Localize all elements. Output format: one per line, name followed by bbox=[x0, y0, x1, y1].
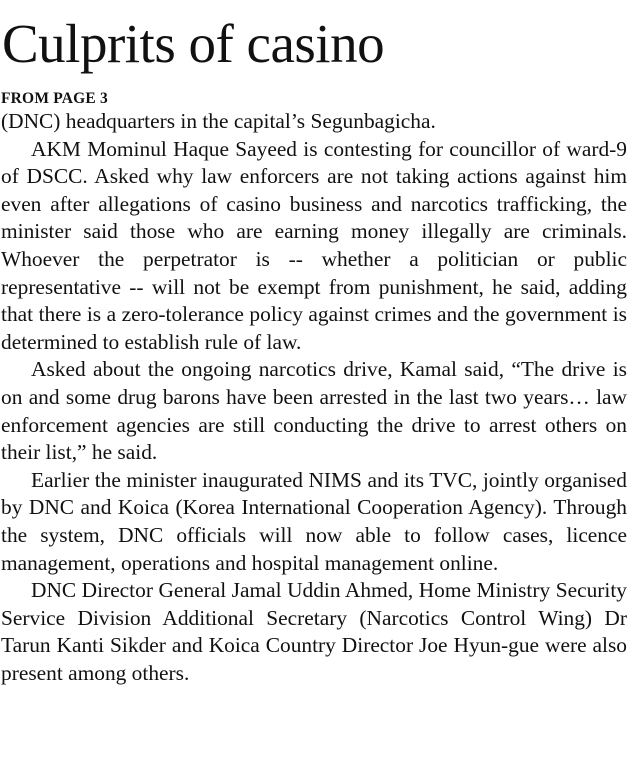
body-paragraph: Earlier the minister inaugurated NIMS and its TVC, jointly organised by DNC and Koica (Korea International Cooperation Agency). Through the system, DNC officials will now able to follow cases, licence management, operations and hospital management online. bbox=[1, 467, 627, 575]
jump-line: FROM PAGE 3 bbox=[1, 90, 108, 107]
body-paragraph: AKM Mominul Haque Sayeed is contesting for councillor of ward-9 of DSCC. Asked why law enforcers are not taking actions against him even after allegations of casino business and narcotics trafficking, the minister said those who are earning money illegally are criminals. Whoever the perpetrator is -- whether a politician or public representative -- will not be exempt from punishment, he said, adding that there is a zero-tolerance policy against crimes and the government is determined to establish rule of law. bbox=[1, 136, 627, 354]
body-paragraph: DNC Director General Jamal Uddin Ahmed, Home Ministry Security Service Division Additional Secretary (Narcotics Control Wing) Dr Tarun Kanti Sikder and Koica Country Director Joe Hyun-gue were also present among others. bbox=[1, 578, 627, 685]
body-paragraph: (DNC) headquarters in the capital’s Segunbagicha. bbox=[1, 109, 436, 133]
headline: Culprits of casino bbox=[2, 13, 385, 74]
article-body bbox=[0, 108, 627, 687]
body-paragraph: Asked about the ongoing narcotics drive, Kamal said, “The drive is on and some drug barons have been arrested in the last two years… law enforcement agencies are still conducting the drive to arrest others on their list,” he said. bbox=[1, 357, 627, 465]
